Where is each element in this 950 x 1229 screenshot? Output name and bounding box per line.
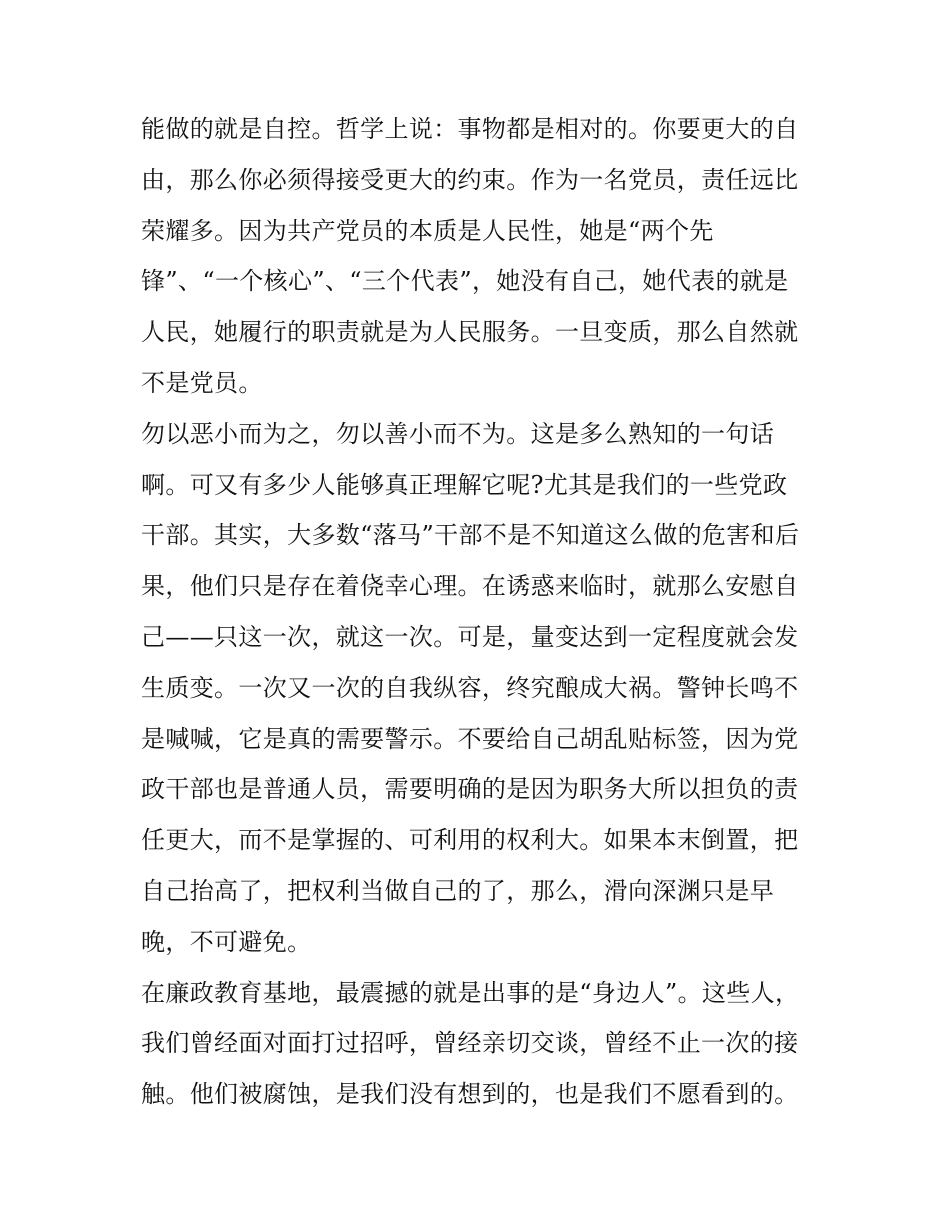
text-line: 锋”、“一个核心”、“三个代表”，她没有自己，她代表的就是 <box>141 267 789 296</box>
text-line: 在廉政教育基地，最震撼的就是出事的是“身边人”。这些人， <box>141 978 800 1007</box>
text-line: 己——只这一次，就这一次。可是，量变达到一定程度就会发 <box>141 622 799 651</box>
text-line: 我们曾经面对面打过招呼，曾经亲切交谈，曾经不止一次的接 <box>141 1029 799 1058</box>
text-line: 生质变。一次又一次的自我纵容，终究酿成大祸。警钟长鸣不 <box>141 673 799 702</box>
document-body <box>141 104 821 1120</box>
text-line: 啊。可又有多少人能够真正理解它呢?尤其是我们的一些党政 <box>141 470 788 499</box>
text-line: 勿以恶小而为之，勿以善小而不为。这是多么熟知的一句话 <box>141 419 775 448</box>
text-line: 任更大，而不是掌握的、可利用的权利大。如果本末倒置，把 <box>141 826 799 855</box>
text-line: 荣耀多。因为共产党员的本质是人民性，她是“两个先 <box>141 216 714 245</box>
text-line: 由，那么你必须得接受更大的约束。作为一名党员，责任远比 <box>141 165 799 194</box>
text-line: 晚，不可避免。 <box>141 927 312 956</box>
text-line: 不是党员。 <box>141 368 263 397</box>
text-line: 能做的就是自控。哲学上说：事物都是相对的。你要更大的自 <box>141 115 799 143</box>
text-line: 触。他们被腐蚀，是我们没有想到的，也是我们不愿看到的。 <box>141 1080 799 1109</box>
text-line: 人民，她履行的职责就是为人民服务。一旦变质，那么自然就 <box>141 318 799 347</box>
text-line: 干部。其实，大多数“落马”干部不是不知道这么做的危害和后 <box>141 521 800 550</box>
text-line: 是喊喊，它是真的需要警示。不要给自己胡乱贴标签，因为党 <box>141 724 799 753</box>
text-line: 政干部也是普通人员，需要明确的是因为职务大所以担负的责 <box>141 775 799 804</box>
text-line: 自己抬高了，把权利当做自己的了，那么，滑向深渊只是早 <box>141 876 775 905</box>
text-line: 果，他们只是存在着侥幸心理。在诱惑来临时，就那么安慰自 <box>141 572 799 601</box>
